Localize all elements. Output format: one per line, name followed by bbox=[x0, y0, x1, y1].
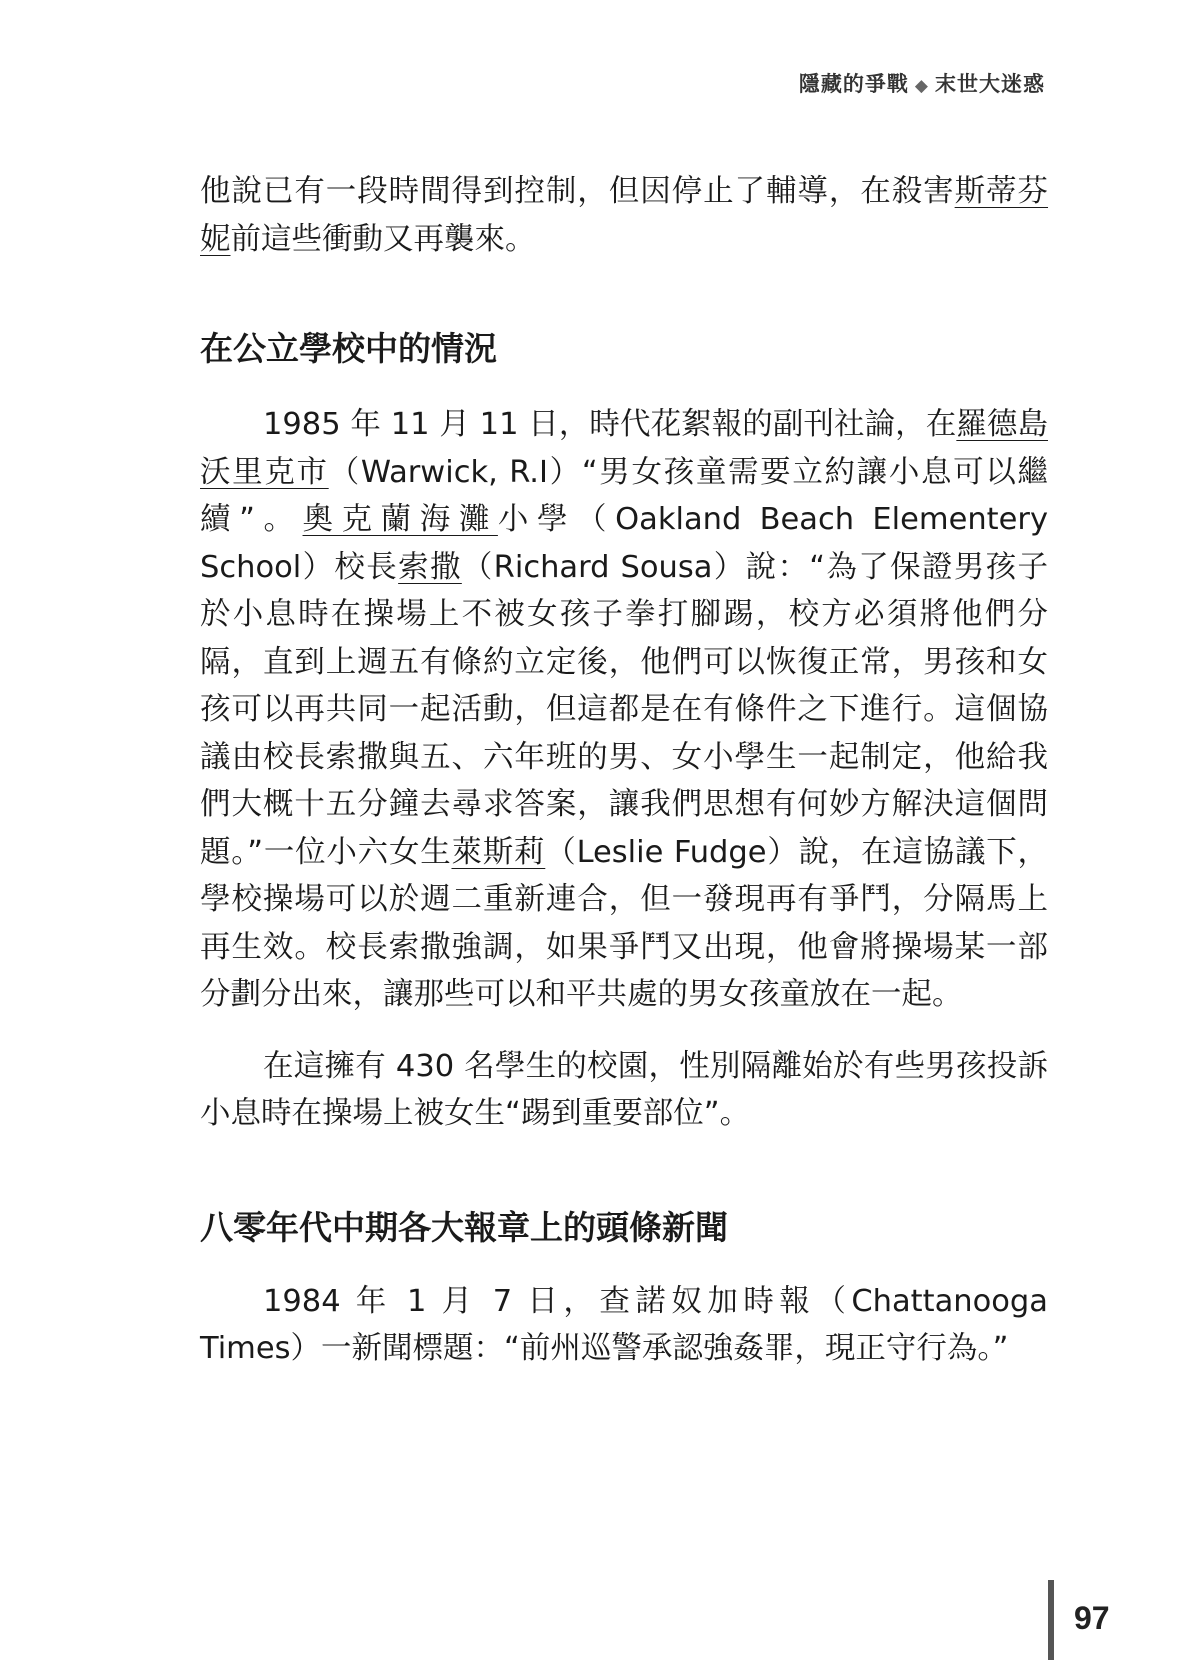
text: 他說已有一段時間得到控制，但因停止了輔導，在殺害 bbox=[200, 174, 955, 209]
diamond-separator-icon: ◆ bbox=[914, 76, 929, 96]
text: 小學（Oakland Beach Elementery School）校長 bbox=[200, 502, 1048, 585]
running-header bbox=[799, 68, 1045, 98]
text: 前這些衝動又再襲來。 bbox=[230, 221, 536, 257]
text: （Warwick, R.I）“男女孩童需要立約讓小息可以繼續”。 bbox=[200, 454, 1049, 537]
text: 1985 年 11 月 11 日，時代花絮報的副刊社論，在 bbox=[263, 407, 957, 442]
paragraph-4: 1984 年 1 月 7 日，查諾奴加時報（Chattanooga Times）一新聞標題：“前州巡警承認強姦罪，現正守行為。” bbox=[200, 1283, 1048, 1366]
footer-divider bbox=[1048, 1580, 1054, 1660]
paragraph-2 bbox=[200, 401, 1048, 1019]
section-heading-1: 在公立學校中的情況 bbox=[200, 329, 497, 368]
section-heading-2: 八零年代中期各大報章上的頭條新聞 bbox=[200, 1207, 728, 1247]
text: （Leslie Fudge）說，在這協議下，學校操場可以於週二重新連合，但一發現再有爭鬥，分隔馬上再生效。校長索撒強調，如果爭鬥又出現，他會將操場某一部分劃分出來，讓那些可以和平共處的男女孩童放在一起。 bbox=[200, 834, 1048, 1012]
paragraph-1 bbox=[200, 168, 1048, 263]
school-underlined: 奧克蘭海灘 bbox=[302, 502, 498, 537]
name-underlined: 索撒 bbox=[398, 549, 462, 585]
paragraph-3: 在這擁有 430 名學生的校園，性別隔離始於有些男孩投訴小息時在操場上被女生“踢到重要部位”。 bbox=[200, 1048, 1048, 1131]
page-content bbox=[200, 168, 1048, 1373]
book-title: 隱藏的爭戰 bbox=[798, 72, 909, 96]
chapter-title: 末世大迷惑 bbox=[935, 72, 1045, 96]
name-underlined: 斯蒂芬妮 bbox=[200, 174, 1049, 257]
place-underlined: 羅德島沃里克市 bbox=[200, 407, 1048, 490]
page-number: 97 bbox=[1074, 1600, 1110, 1636]
name-underlined: 萊斯莉 bbox=[451, 834, 546, 870]
text: （Richard Sousa）說：“為了保證男孩子於小息時在操場上不被女孩子拳打腳踢，校方必須將他們分隔，直到上週五有條約立定後，他們可以恢復正常，男孩和女孩可以再共同一起活動，但這都是在有條件之下進行。這個協議由校長索撒與五、六年班的男、女小學生一起制定，他給我們大概十五分鐘去尋求答案，讓我們思想有何妙方解決這個問題。”一位小六女生 bbox=[200, 549, 1048, 870]
